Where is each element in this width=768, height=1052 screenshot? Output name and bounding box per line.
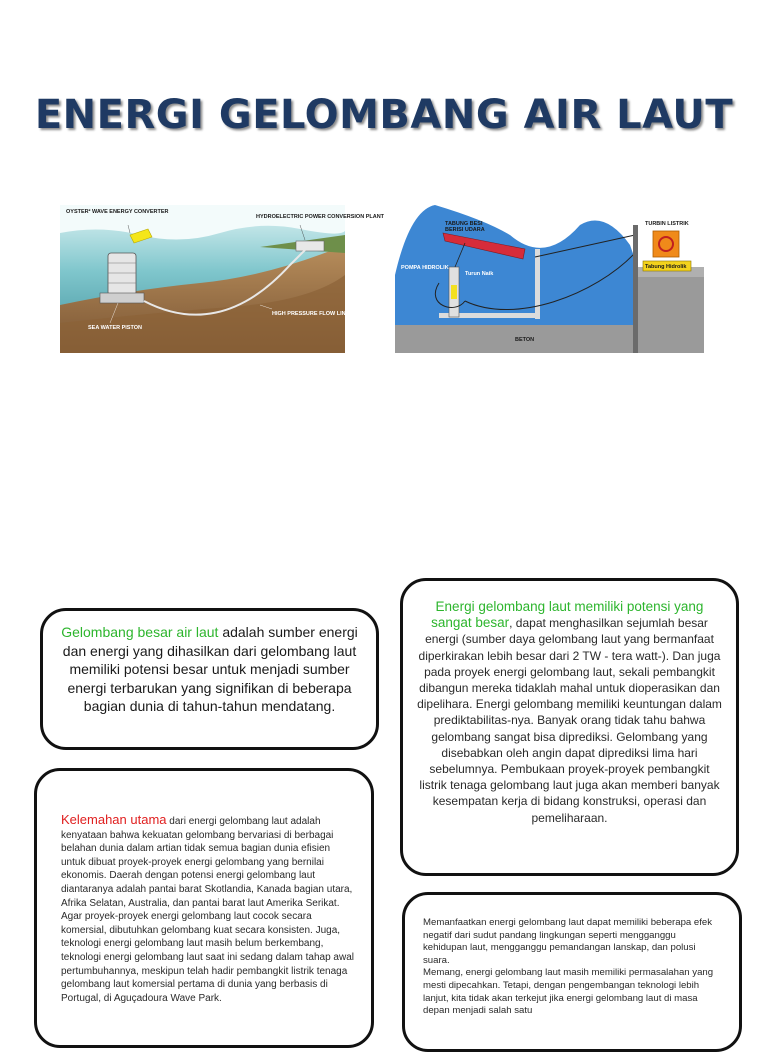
card-advantages-highlight: Energi gelombang laut memiliki potensi yang sangat besar bbox=[431, 599, 704, 631]
label-pump: POMPA HIDROLIK bbox=[401, 265, 449, 271]
card-definition-text bbox=[59, 623, 360, 716]
label-hydro-tube: Tabung Hidrolik bbox=[645, 264, 687, 270]
page-title: ENERGI GELOMBANG AIR LAUT bbox=[34, 92, 734, 138]
card-environment-para1: Memanfaatkan energi gelombang laut dapat memiliki beberapa efek negatif dari sudut pandang lingkungan seperti mengganggu kehidupan laut, mengganggu pemandangan lanskap, dan polusi suara. bbox=[423, 917, 713, 966]
card-definition bbox=[40, 608, 379, 750]
label-plant: HYDROELECTRIC POWER CONVERSION PLANT bbox=[256, 214, 385, 220]
card-definition-highlight: Gelombang besar air laut bbox=[61, 624, 219, 640]
label-concrete: BETON bbox=[515, 337, 535, 343]
oyster-wave-illustration bbox=[60, 205, 385, 353]
hydraulic-wave-diagram bbox=[395, 205, 704, 353]
card-environment-para2: Memang, energi gelombang laut masih memiliki permasalahan yang mesti dipecahkan. Tetapi, dengan pengembangan teknologi lebih lanjut, kita tidak akan terkejut jika energi gelombang laut di masa depan menjadi salah satu bbox=[423, 967, 714, 1017]
label-turbine: TURBIN LISTRIK bbox=[645, 221, 689, 227]
card-weaknesses-highlight: Kelemahan utama bbox=[61, 812, 167, 827]
label-converter: OYSTER² WAVE ENERGY CONVERTER bbox=[66, 209, 169, 215]
card-weaknesses-text bbox=[61, 813, 357, 1005]
card-environment bbox=[402, 892, 742, 1052]
label-piston: SEA WATER PISTON bbox=[88, 325, 142, 331]
card-weaknesses-body: dari energi gelombang laut adalah kenyataan bahwa kekuatan gelombang bervariasi di berbagai belahan dunia dalam artian tidak semua bagian dunia efisien untuk dibuat proyek-proyek energi gelombang yang bernilai ekonomis. Daerah dengan potensi energi gelombang laut diantaranya adalah pantai barat Skotlandia, Kanada bagian utara, Afrika Selatan, Australia, dan pantai barat laut Amerika Serikat. Agar proyek-proyek energi gelombang laut cocok secara komersial, dibutuhkan gelombang kuat secara konsisten. Juga, teknologi energi gelombang laut masih belum berkembang, teknologi energi gelombang laut saat ini sedang dalam tahap awal pertumbuhannya, meskipun telah hadir pembangkit listrik tenaga gelombang laut komersial pertama di dunia yang berbasis di Portugal, di Aguçadoura Wave Park. bbox=[61, 816, 354, 1004]
card-definition-body: adalah sumber energi dan energi yang dihasilkan dari gelombang laut memiliki potensi besar untuk menjadi sumber energi terbarukan yang signifikan di beberapa bagian dunia di tahun-tahun mendatang. bbox=[62, 624, 358, 714]
hydraulic-system-illustration bbox=[395, 205, 704, 353]
label-updown: Turun Naik bbox=[465, 271, 494, 277]
card-advantages-text bbox=[417, 599, 722, 826]
card-advantages bbox=[400, 578, 739, 876]
label-tube: TABUNG BESI BERISI UDARA bbox=[445, 221, 485, 233]
card-advantages-body: , dapat menghasilkan sejumlah besar energi (sumber daya gelombang laut yang bermanfaat diperkirakan lebih besar dari 2 TW - tera watt-). Dan juga pada proyek energi gelombang laut, sekali pembangkit dibangun mereka tidaklah mahal untuk dioperasikan dan dipelihara. Energi gelombang memiliki keuntungan dalam prediktabilitas-nya. Banyak orang tidak tahu bahwa gelombang sangat bisa diprediksi. Gelombang yang disebabkan oleh angin dapat diprediksi lima hari sebelumnya. Pembukaan proyek-proyek pembangkit listrik tenaga gelombang laut juga akan memberi banyak kesempatan kerja di bidang konstruksi, operasi dan pemeliharaan. bbox=[417, 616, 722, 825]
oyster-wave-diagram bbox=[60, 205, 385, 353]
label-flow: HIGH PRESSURE FLOW LINE bbox=[272, 311, 350, 317]
card-weaknesses bbox=[34, 768, 374, 1048]
